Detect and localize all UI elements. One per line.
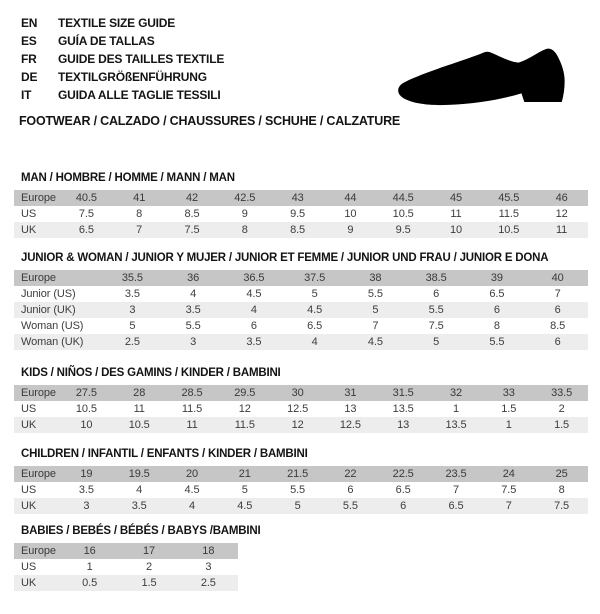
size-cell: 6 (527, 302, 588, 318)
size-table (14, 466, 588, 514)
table-row (14, 286, 588, 302)
size-section (14, 251, 600, 350)
size-section (14, 524, 600, 591)
size-cell: 8.5 (271, 222, 324, 238)
size-cell: 13.5 (392, 403, 414, 415)
size-cell: 21 (218, 466, 271, 482)
size-cell: 6.5 (307, 320, 323, 332)
size-cell: 42.5 (218, 190, 271, 206)
language-label: TEXTILE SIZE GUIDE (58, 16, 176, 30)
size-cell: 21.5 (271, 466, 324, 482)
size-cell: 7 (113, 222, 166, 238)
size-cell: 5 (345, 302, 406, 318)
size-cell: 30 (271, 385, 324, 401)
size-cell: 5 (241, 484, 248, 496)
size-cell: 37.5 (284, 270, 345, 286)
size-cell: 4 (166, 498, 219, 514)
row-label: UK (14, 498, 60, 514)
section-title: MAN / HOMBRE / HOMME / MANN / MAN (21, 172, 235, 184)
size-cell: 11.5 (181, 403, 203, 415)
row-label: Europe (14, 270, 102, 286)
language-label: GUIDE DES TAILLES TEXTILE (58, 52, 225, 66)
size-cell: 40 (527, 270, 588, 286)
size-cell: 3.5 (163, 302, 224, 318)
size-cell: 1 (452, 403, 459, 415)
size-cell: 43 (271, 190, 324, 206)
language-code: IT (21, 88, 32, 102)
size-section (14, 447, 600, 514)
table-header-row (14, 385, 588, 401)
table-row (14, 206, 588, 222)
size-cell: 38.5 (406, 270, 467, 286)
table-row (14, 498, 588, 514)
section-title: KIDS / NIÑOS / DES GAMINS / KINDER / BAMBINI (21, 367, 281, 379)
language-label: TEXTILGRÖßENFÜHRUNG (58, 70, 207, 84)
size-section (14, 171, 600, 238)
size-cell: 3.5 (78, 484, 94, 496)
size-cell: 4 (224, 302, 285, 318)
textile-size-guide-page (0, 14, 600, 591)
size-cell: 7.5 (428, 320, 444, 332)
table-header-row (14, 543, 238, 559)
category-heading: FOOTWEAR / CALZADO / CHAUSSURES / SCHUHE / CALZATURE (19, 114, 401, 128)
size-cell: 6.5 (60, 222, 113, 238)
size-cell: 10 (430, 222, 483, 238)
table-header-row (14, 466, 588, 482)
row-label: US (21, 208, 37, 220)
row-label: US (21, 561, 37, 573)
size-cell: 3.5 (124, 288, 140, 300)
section-title: CHILDREN / INFANTIL / ENFANTS / KINDER / BAMBINI (21, 448, 308, 460)
size-cell: 17 (119, 543, 178, 559)
size-cell: 1.5 (535, 417, 588, 433)
row-label: US (21, 403, 37, 415)
size-cell: 10.5 (392, 208, 414, 220)
size-cell: 3.5 (113, 498, 166, 514)
size-cell: 8 (558, 484, 565, 496)
size-cell: 24 (482, 466, 535, 482)
size-cell: 36.5 (224, 270, 285, 286)
size-cell: 11.5 (498, 208, 519, 220)
row-label: Junior (US) (21, 288, 76, 300)
size-cell: 11 (450, 208, 462, 220)
table-row (14, 302, 588, 318)
size-cell: 23.5 (430, 466, 483, 482)
size-cell: 45.5 (482, 190, 535, 206)
size-cell: 5.5 (367, 288, 383, 300)
table-row (14, 417, 588, 433)
table-row (14, 318, 588, 334)
dress-shoe-silhouette (388, 30, 580, 126)
size-cell: 9 (324, 222, 377, 238)
size-table (14, 543, 238, 591)
section-title: JUNIOR & WOMAN / JUNIOR Y MUJER / JUNIOR ET FEMME / JUNIOR UND FRAU / JUNIOR E DONA (21, 252, 549, 264)
size-cell: 7.5 (535, 498, 588, 514)
table-row (14, 559, 238, 575)
size-cell: 33 (482, 385, 535, 401)
table-row (14, 222, 588, 238)
size-cell: 4 (190, 288, 197, 300)
size-cell: 35.5 (102, 270, 163, 286)
size-cell: 28.5 (166, 385, 219, 401)
size-cell: 4 (136, 484, 143, 496)
size-cell: 4.5 (246, 288, 262, 300)
row-label: UK (14, 575, 60, 591)
size-cell: 5 (406, 334, 467, 350)
size-cell: 11 (166, 417, 219, 433)
size-cell: 20 (166, 466, 219, 482)
size-cell: 5.5 (467, 334, 528, 350)
size-cell: 32 (430, 385, 483, 401)
size-cell: 2.5 (179, 575, 238, 591)
table-row (14, 334, 588, 350)
table-header-row (14, 270, 588, 286)
size-cell: 0.5 (60, 575, 119, 591)
size-cell: 10 (344, 208, 357, 220)
size-cell: 5.5 (406, 302, 467, 318)
size-cell: 6.5 (489, 288, 505, 300)
size-cell: 19 (60, 466, 113, 482)
size-cell: 6 (433, 288, 440, 300)
row-label: UK (14, 417, 60, 433)
size-cell: 1.5 (501, 403, 517, 415)
size-cell: 7.5 (78, 208, 94, 220)
size-cell: 8 (218, 222, 271, 238)
size-cell: 9.5 (290, 208, 306, 220)
size-cell: 4 (284, 334, 345, 350)
language-code: ES (21, 34, 37, 48)
size-cell: 10.5 (482, 222, 535, 238)
size-cell: 12.5 (324, 417, 377, 433)
size-cell: 27.5 (60, 385, 113, 401)
size-cell: 19.5 (113, 466, 166, 482)
size-cell: 2.5 (102, 334, 163, 350)
size-cell: 7 (452, 484, 459, 496)
row-label: Europe (14, 543, 60, 559)
size-cell: 12 (271, 417, 324, 433)
size-cell: 9 (241, 208, 248, 220)
size-cell: 33.5 (535, 385, 588, 401)
size-cell: 9.5 (377, 222, 430, 238)
size-cell: 38 (345, 270, 406, 286)
language-code: DE (21, 70, 38, 84)
size-cell: 22.5 (377, 466, 430, 482)
size-cell: 6 (377, 498, 430, 514)
size-cell: 5 (271, 498, 324, 514)
size-cell: 7 (372, 320, 379, 332)
size-cell: 11 (133, 403, 145, 415)
size-cell: 7 (482, 498, 535, 514)
size-cell: 8 (493, 320, 500, 332)
section-title: BABIES / BEBÉS / BÉBÉS / BABYS /BAMBINI (21, 525, 261, 537)
size-cell: 3 (102, 302, 163, 318)
size-cell: 1.5 (119, 575, 178, 591)
size-cell: 11.5 (218, 417, 271, 433)
language-label: GUÍA DE TALLAS (58, 34, 155, 48)
size-cell: 4.5 (184, 484, 200, 496)
size-cell: 31 (324, 385, 377, 401)
size-cell: 2 (558, 403, 565, 415)
size-cell: 10.5 (75, 403, 97, 415)
size-cell: 44 (324, 190, 377, 206)
size-cell: 13 (344, 403, 357, 415)
row-label: Woman (US) (21, 320, 84, 332)
size-cell: 40.5 (60, 190, 113, 206)
size-cell: 1 (86, 561, 93, 573)
size-table (14, 270, 588, 350)
size-cell: 7.5 (501, 484, 517, 496)
size-cell: 6 (250, 320, 257, 332)
size-cell: 8.5 (550, 320, 566, 332)
table-row (14, 401, 588, 417)
size-cell: 46 (535, 190, 588, 206)
size-cell: 8.5 (184, 208, 200, 220)
table-row (14, 575, 238, 591)
size-cell: 13.5 (430, 417, 483, 433)
size-cell: 36 (163, 270, 224, 286)
size-cell: 4.5 (218, 498, 271, 514)
row-label: Europe (14, 466, 60, 482)
size-cell: 3 (163, 334, 224, 350)
size-cell: 22 (324, 466, 377, 482)
size-cell: 8 (136, 208, 143, 220)
size-cell: 6 (347, 484, 354, 496)
size-cell: 4.5 (284, 302, 345, 318)
size-cell: 6 (527, 334, 588, 350)
size-cell: 10 (60, 417, 113, 433)
row-label: Woman (UK) (14, 334, 102, 350)
size-cell: 13 (377, 417, 430, 433)
size-cell: 6.5 (395, 484, 411, 496)
size-cell: 6.5 (430, 498, 483, 514)
size-tables-container (14, 171, 600, 591)
size-section (14, 366, 600, 433)
table-row (14, 482, 588, 498)
size-cell: 5.5 (324, 498, 377, 514)
size-cell: 3.5 (224, 334, 285, 350)
size-cell: 1 (482, 417, 535, 433)
language-label: GUIDA ALLE TAGLIE TESSILI (58, 88, 221, 102)
row-label: UK (14, 222, 60, 238)
size-cell: 4.5 (345, 334, 406, 350)
size-cell: 45 (430, 190, 483, 206)
size-cell: 7 (554, 288, 561, 300)
size-cell: 7.5 (166, 222, 219, 238)
size-cell: 6 (467, 302, 528, 318)
row-label: Europe (14, 190, 60, 206)
size-table (14, 190, 588, 238)
size-cell: 41 (113, 190, 166, 206)
size-cell: 25 (535, 466, 588, 482)
size-cell: 16 (60, 543, 119, 559)
size-cell: 29.5 (218, 385, 271, 401)
size-cell: 11 (535, 222, 588, 238)
size-cell: 3 (60, 498, 113, 514)
size-cell: 12 (238, 403, 251, 415)
size-cell: 5.5 (185, 320, 201, 332)
row-label: US (21, 484, 37, 496)
size-cell: 2 (145, 561, 152, 573)
row-label: Junior (UK) (14, 302, 102, 318)
size-cell: 10.5 (113, 417, 166, 433)
dress-shoe-icon (388, 30, 580, 126)
size-cell: 31.5 (377, 385, 430, 401)
size-cell: 12.5 (287, 403, 309, 415)
row-label: Europe (14, 385, 60, 401)
language-code: FR (21, 52, 37, 66)
size-cell: 39 (467, 270, 528, 286)
size-cell: 44.5 (377, 190, 430, 206)
size-cell: 5 (311, 288, 318, 300)
size-cell: 5 (129, 320, 136, 332)
language-code: EN (21, 16, 38, 30)
size-cell: 18 (179, 543, 238, 559)
size-cell: 12 (555, 208, 568, 220)
size-cell: 42 (166, 190, 219, 206)
size-cell: 3 (205, 561, 212, 573)
size-table (14, 385, 588, 433)
size-cell: 5.5 (290, 484, 306, 496)
size-cell: 28 (113, 385, 166, 401)
table-header-row (14, 190, 588, 206)
